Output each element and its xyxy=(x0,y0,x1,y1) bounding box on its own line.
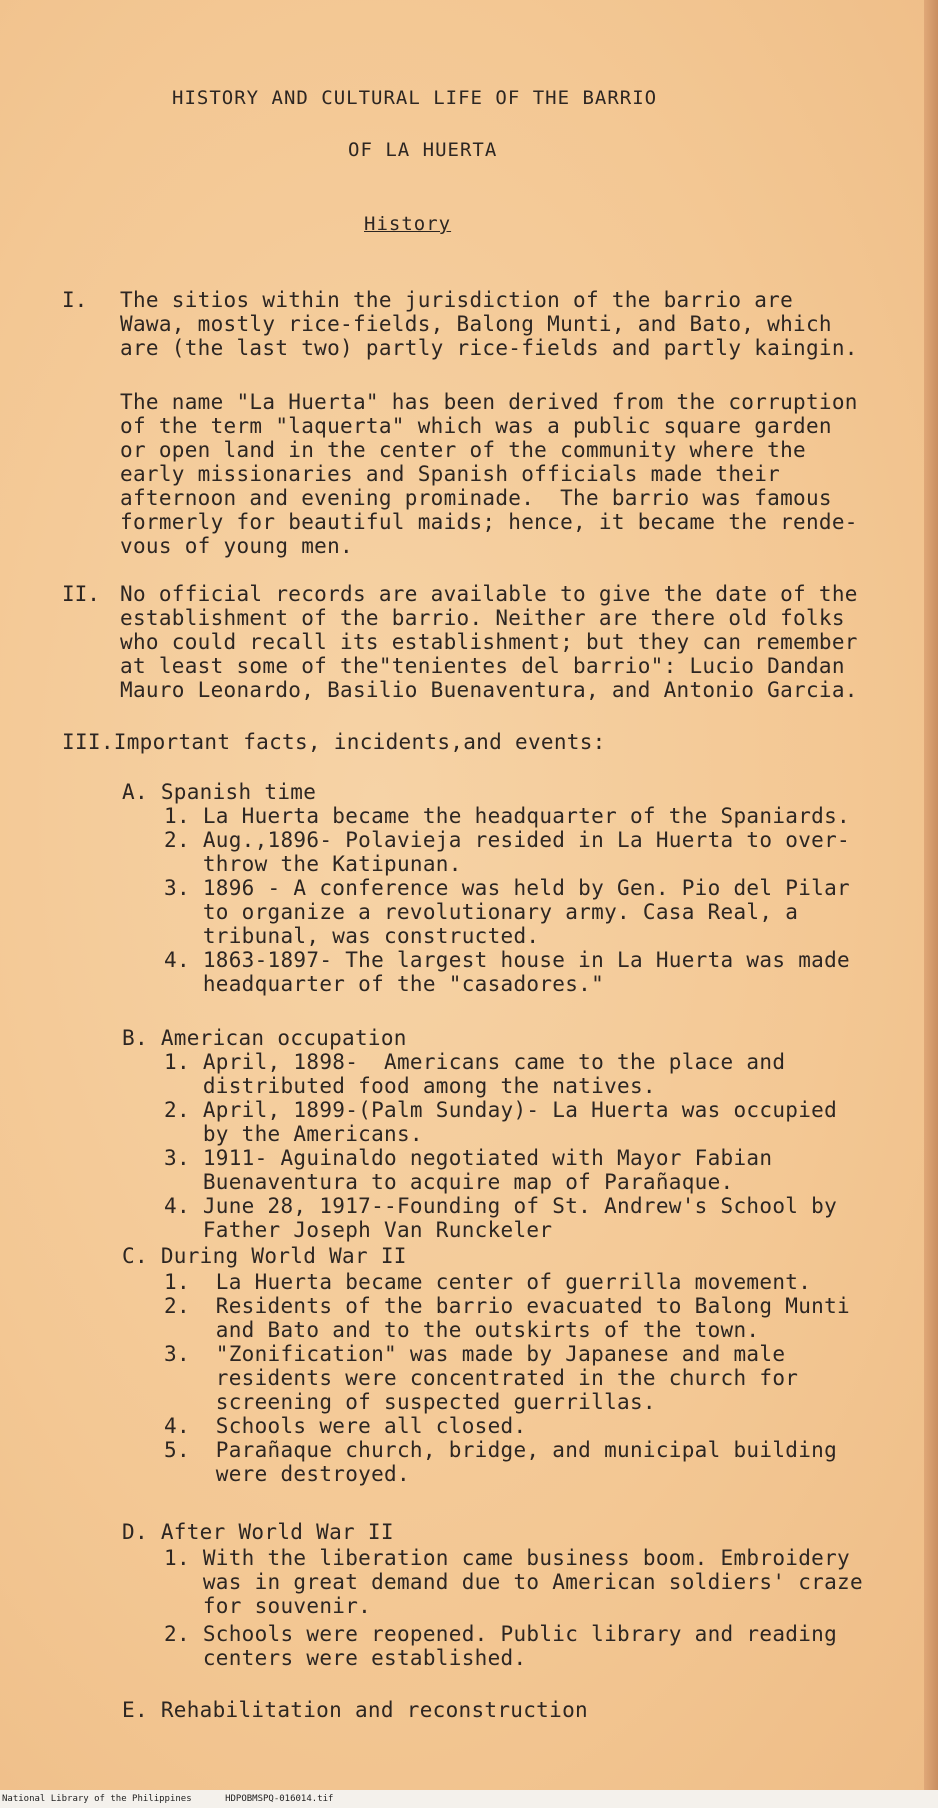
subsection-b-heading: B. American occupation xyxy=(122,1026,407,1050)
subsection-d-heading: D. After World War II xyxy=(122,1520,394,1544)
subsection-b-line: 1. April, 1898- Americans came to the place and xyxy=(164,1050,786,1074)
subsection-b-line: Father Joseph Van Runckeler xyxy=(164,1218,553,1242)
subsection-b-line: Buenaventura to acquire map of Parañaque. xyxy=(164,1170,734,1194)
document-title-line1: HISTORY AND CULTURAL LIFE OF THE BARRIO xyxy=(172,87,658,109)
sec1-para2-line: early missionaries and Spanish officials made their xyxy=(120,462,781,486)
sec2-line: at least some of the"tenientes del barrio": Lucio Dandan xyxy=(120,654,845,678)
archive-footer xyxy=(0,1790,938,1808)
sec2-line: establishment of the barrio. Neither are there old folks xyxy=(120,606,845,630)
subsection-d-line: 1. With the liberation came business boom. Embroidery xyxy=(164,1546,850,1570)
subsection-c-line: 1. La Huerta became center of guerrilla movement. xyxy=(164,1270,812,1294)
subsection-d-line: 2. Schools were reopened. Public library and reading xyxy=(164,1622,838,1646)
sec2-line: who could recall its establishment; but they can remember xyxy=(120,630,858,654)
sec1-para2-line: of the term "laquerta" which was a public square garden xyxy=(120,414,832,438)
subsection-c-line: 5. Parañaque church, bridge, and municipal building xyxy=(164,1438,838,1462)
subsection-b-line: 2. April, 1899-(Palm Sunday)- La Huerta was occupied xyxy=(164,1098,838,1122)
sec1-line: are (the last two) partly rice-fields and partly kaingin. xyxy=(120,336,858,360)
subsection-a-line: 2. Aug.,1896- Polavieja resided in La Huerta to over- xyxy=(164,828,850,852)
archive-source: National Library of the Philippines xyxy=(2,1794,192,1804)
subsection-b-line: distributed food among the natives. xyxy=(164,1074,656,1098)
subsection-a-line: 1. La Huerta became the headquarter of the Spaniards. xyxy=(164,804,850,828)
sec1-para2-line: formerly for beautiful maids; hence, it became the rende- xyxy=(120,510,858,534)
subsection-c-heading: C. During World War II xyxy=(122,1244,407,1268)
subsection-c-line: 2. Residents of the barrio evacuated to Balong Munti xyxy=(164,1294,850,1318)
sec1-para2-line: or open land in the center of the community where the xyxy=(120,438,806,462)
subsection-a-line: 3. 1896 - A conference was held by Gen. Pio del Pilar xyxy=(164,876,850,900)
subsection-a-line: 4. 1863-1897- The largest house in La Huerta was made xyxy=(164,948,850,972)
subsection-b-line: 4. June 28, 1917--Founding of St. Andrew's School by xyxy=(164,1194,838,1218)
sec1-para2-line: vous of young men. xyxy=(120,534,353,558)
subsection-c-line: 3. "Zonification" was made by Japanese and male xyxy=(164,1342,786,1366)
subsection-d-line: for souvenir. xyxy=(164,1594,372,1618)
sec1-para2-line: afternoon and evening prominade. The barrio was famous xyxy=(120,486,832,510)
sec1-line: Wawa, mostly rice-fields, Balong Munti, and Bato, which xyxy=(120,312,832,336)
subsection-d-line: centers were established. xyxy=(164,1646,527,1670)
subsection-c-line: were destroyed. xyxy=(164,1462,410,1486)
subsection-a-line: headquarter of the "casadores." xyxy=(164,972,605,996)
subsection-d-line: was in great demand due to American soldiers' craze xyxy=(164,1570,863,1594)
subsection-a-line: to organize a revolutionary army. Casa Real, a xyxy=(164,900,799,924)
subsection-c-line: screening of suspected guerrillas. xyxy=(164,1390,656,1414)
subsection-e-heading: E. Rehabilitation and reconstruction xyxy=(122,1698,588,1722)
section-heading-history: History xyxy=(364,213,452,235)
document-title-line2: OF LA HUERTA xyxy=(348,139,498,161)
archive-file-id: HDPOBMSPQ-016014.tif xyxy=(225,1794,334,1804)
sec3-heading: III.Important facts, incidents,and events: xyxy=(62,730,606,754)
sec2-line: No official records are available to give the date of the xyxy=(120,582,858,606)
sec2-line: Mauro Leonardo, Basilio Buenaventura, and Antonio Garcia. xyxy=(120,678,858,702)
subsection-a-line: tribunal, was constructed. xyxy=(164,924,540,948)
subsection-b-line: 3. 1911- Aguinaldo negotiated with Mayor Fabian xyxy=(164,1146,773,1170)
subsection-b-line: by the Americans. xyxy=(164,1122,423,1146)
sec1-line: The sitios within the jurisdiction of the barrio are xyxy=(120,288,794,312)
subsection-c-line: residents were concentrated in the church for xyxy=(164,1366,799,1390)
subsection-c-line: 4. Schools were all closed. xyxy=(164,1414,527,1438)
subsection-a-heading: A. Spanish time xyxy=(122,780,317,804)
section-number-2: II. xyxy=(62,582,100,606)
subsection-c-line: and Bato and to the outskirts of the town. xyxy=(164,1318,760,1342)
subsection-a-line: throw the Katipunan. xyxy=(164,852,462,876)
page-edge xyxy=(924,0,938,1790)
sec1-para2-line: The name "La Huerta" has been derived from the corruption xyxy=(120,390,858,414)
section-number-1: I. xyxy=(62,288,88,312)
